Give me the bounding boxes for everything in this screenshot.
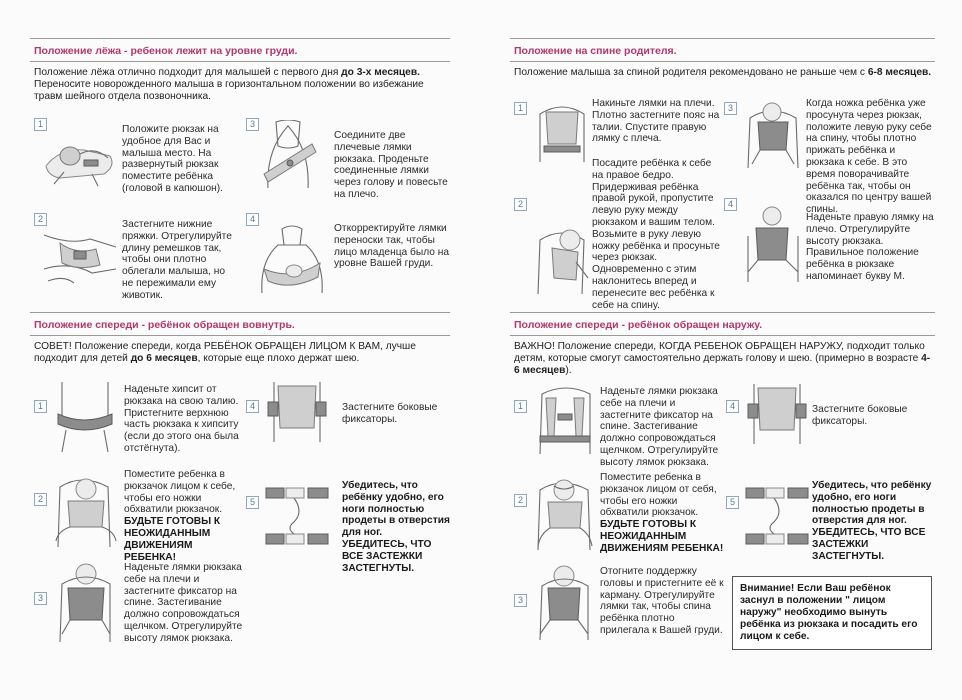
- step-text: Соедините две плечевые лямки рюкзака. Проденьте соединенные лямки через голову и повесьте на плечо.: [334, 130, 448, 200]
- step-number: 2: [34, 493, 47, 506]
- step-text: Наденьте лямки рюкзака себе на плечи и застегните фиксатор на спине. Застегивание должно сопровождаться щелчком. Отрегулируйте высоту лямок рюкзака.: [600, 386, 719, 468]
- step-warning: БУДЬТЕ ГОТОВЫ К НЕОЖИДАННЫМ ДВИЖЕНИЯМ РЕБЕНКА!: [124, 516, 221, 563]
- section-title: Положение спереди - ребёнок обращен наружу.: [510, 312, 935, 336]
- step-text: Застегните боковые фиксаторы.: [342, 402, 438, 425]
- step-4: [246, 382, 450, 462]
- step-text: [600, 472, 724, 555]
- step-number: 1: [34, 400, 47, 413]
- step-number: 4: [246, 213, 259, 226]
- buckle-check-illustration: [264, 482, 330, 552]
- intro-text: Положение лёжа отлично подходит для малышей с первого дня: [34, 67, 342, 78]
- step-text: Наденьте лямки рюкзака себе на плечи и застегните фиксатор на спине. Застегивание должно сопровождаться щелчком. Отрегулируйте высоту лямок рюкзака.: [124, 562, 243, 644]
- intro-text: Положение малыша за спиной родителя рекомендовано не раньше чем с: [514, 67, 868, 78]
- straps-over-head-illustration: [254, 120, 322, 190]
- step-3: [514, 564, 724, 644]
- step-1: [34, 118, 244, 198]
- intro-text-2: ).: [565, 365, 572, 376]
- step-text-main: Убедитесь, что ребёнку удобно, его ноги полностью продеты в отверстия для ног.: [812, 480, 932, 527]
- step-3: [246, 118, 450, 198]
- step-number: 3: [34, 592, 47, 605]
- intro-text-2: Переносите новорожденного малыша в горизонтальном положении во избежание травм шейного отдела позвоночника.: [34, 79, 424, 102]
- step-4: [726, 384, 934, 464]
- section-title: Положение лёжа - ребенок лежит на уровне груди.: [30, 38, 450, 62]
- step-number: 3: [514, 594, 527, 607]
- child-facing-out-illustration: [532, 470, 598, 550]
- notice-box: Внимание! Если Ваш ребёнок заснул в положении " лицом наружу" необходимо вынуть ребёнка из рюкзака и посадить его лицом к себе.: [732, 576, 932, 650]
- step-text: [124, 469, 244, 563]
- step-2: [514, 158, 724, 311]
- section-front-inward: [30, 312, 450, 652]
- step-number: 2: [514, 494, 527, 507]
- section-title: Положение на спине родителя.: [510, 38, 935, 62]
- step-5: [726, 472, 934, 572]
- step-4: [724, 198, 936, 298]
- step-number: 1: [514, 102, 527, 115]
- step-3: [724, 98, 936, 216]
- hipseat-illustration: [52, 382, 118, 452]
- intro-highlight: до 3-х месяцев.: [341, 67, 420, 78]
- step-warning: УБЕДИТЕСЬ, ЧТО ВСЕ ЗАСТЕЖКИ ЗАСТЕГНУТЫ.: [342, 538, 432, 574]
- head-support-illustration: [532, 564, 598, 640]
- section-front-outward: [510, 312, 935, 652]
- step-number: 1: [514, 400, 527, 413]
- intro-highlight: до 6 месяцев: [130, 353, 198, 364]
- intro-highlight: 4-6 месяцев: [514, 353, 931, 376]
- step-text-main: Поместите ребенка в рюкзачок лицом от себя, чтобы его ножки обхватили рюкзачок.: [600, 472, 717, 519]
- step-number: 2: [514, 198, 527, 211]
- step-text: Посадите ребёнка к себе на правое бедро. Придерживая ребёнка правой рукой, пропустите левую руку между рюкзаком и вашим телом. Возьмите в руку левую ножку ребёнка и просуньте через рюкзак. Одновременно с этим наклонитесь вперед и перенесите вес ребёнка к себе на спину.: [592, 158, 720, 311]
- step-2: [514, 470, 724, 562]
- section-title: Положение спереди - ребёнок обращен вовнутрь.: [30, 312, 450, 336]
- carrier-on-table-illustration: [40, 126, 120, 188]
- step-4: [246, 213, 450, 303]
- child-on-hip-illustration: [532, 222, 590, 294]
- section-intro: [30, 62, 450, 103]
- intro-text: СОВЕТ! Положение спереди, когда РЕБЁНОК ОБРАЩЕН ЛИЦОМ К ВАМ, лучше подходит для детей: [34, 341, 416, 364]
- step-number: 2: [34, 213, 47, 226]
- intro-text: ВАЖНО! Положение спереди, КОГДА РЕБЕНОК ОБРАЩЕН НАРУЖУ, подходит только детям, которые смогут самостоятельно держать голову и шею. (примерно в возрасте: [514, 341, 925, 364]
- step-text: Наденьте правую лямку на плечо. Отрегулируйте высоту рюкзака. Правильное положение ребёнка в рюкзаке напоминает букву М.: [806, 212, 934, 282]
- step-text: Застегните нижние пряжки. Отрегулируйте длину ремешков так, чтобы они плотно облегали малыша, но не пережимали ему животик.: [122, 219, 232, 301]
- step-number: 3: [724, 102, 737, 115]
- step-1: [514, 384, 724, 468]
- side-fasteners-illustration: [744, 384, 810, 454]
- step-text-main: Убедитесь, что ребёнку удобно, его ноги полностью продеты в отверстия для ног.: [342, 480, 450, 539]
- buckle-check-illustration: [744, 482, 810, 552]
- intro-text-2: , которые еще плохо держат шею.: [197, 353, 360, 364]
- step-text-main: Поместите ребенка в рюкзачок лицом к себе, чтобы его ножки обхватили рюкзачок.: [124, 469, 236, 516]
- section-intro: [510, 336, 935, 377]
- section-lying: [30, 38, 450, 308]
- step-warning: БУДЬТЕ ГОТОВЫ К НЕОЖИДАННЫМ ДВИЖЕНИЯМ РЕБЕНКА!: [600, 519, 724, 554]
- step-text: [342, 480, 450, 574]
- back-straps-illustration: [534, 98, 590, 162]
- section-back: [510, 38, 935, 311]
- step-2: [34, 467, 244, 563]
- step-3: [34, 562, 244, 652]
- step-text: Отогните поддержку головы и пристегните её к карману. Отрегулируйте лямки так, чтобы спина ребёнка плотно прилегала к Вашей груди.: [600, 566, 724, 636]
- step-5: [246, 472, 450, 572]
- step-text: Застегните боковые фиксаторы.: [812, 404, 908, 427]
- child-to-back-illustration: [742, 98, 804, 168]
- straps-on-shoulders-illustration: [52, 562, 118, 642]
- section-intro: [30, 336, 450, 365]
- step-warning: УБЕДИТЕСЬ, ЧТО ВСЕ ЗАСТЕЖКИ ЗАСТЕГНУТЫ.: [812, 527, 926, 562]
- step-text: Откорректируйте лямки переноски так, чтобы лицо младенца было на уровне Вашей груди.: [334, 223, 450, 270]
- m-position-illustration: [742, 206, 804, 282]
- step-1: [34, 382, 244, 462]
- step-number: 5: [246, 496, 259, 509]
- step-2: [34, 213, 244, 303]
- step-text: Положите рюкзак на удобное для Вас и малыша место. На развернутый рюкзак поместите ребёнка (головой в капюшон).: [122, 124, 223, 194]
- step-number: 3: [246, 118, 259, 131]
- step-text: Когда ножка ребёнка уже просунута через рюкзак, положите левую руку себе на спину, чтобы плотно прижать ребёнка и рюкзака к себе. В это время поворачивайте ребёнка так, чтобы он оказался по центру вашей спины.: [806, 98, 932, 216]
- child-facing-in-illustration: [52, 467, 118, 547]
- step-number: 4: [726, 400, 739, 413]
- step-text: Накиньте лямки на плечи. Плотно застегните пояс на талии. Спустите правую лямку с плеча.: [592, 98, 720, 145]
- step-text: Наденьте хипсит от рюкзака на свою талию. Пристегните верхнюю часть рюкзака к хипситу (если до этого она была отстёгнута).: [124, 384, 239, 454]
- side-fasteners-illustration: [264, 382, 330, 452]
- step-number: 4: [724, 198, 737, 211]
- step-number: 1: [34, 118, 47, 131]
- step-number: 5: [726, 496, 739, 509]
- section-intro: [510, 62, 935, 79]
- straps-front-illustration: [532, 384, 598, 454]
- step-text: [812, 480, 934, 563]
- buckle-fastening-illustration: [40, 225, 120, 287]
- intro-highlight: 6-8 месяцев.: [867, 67, 932, 78]
- step-number: 4: [246, 400, 259, 413]
- adjust-straps-illustration: [254, 225, 330, 295]
